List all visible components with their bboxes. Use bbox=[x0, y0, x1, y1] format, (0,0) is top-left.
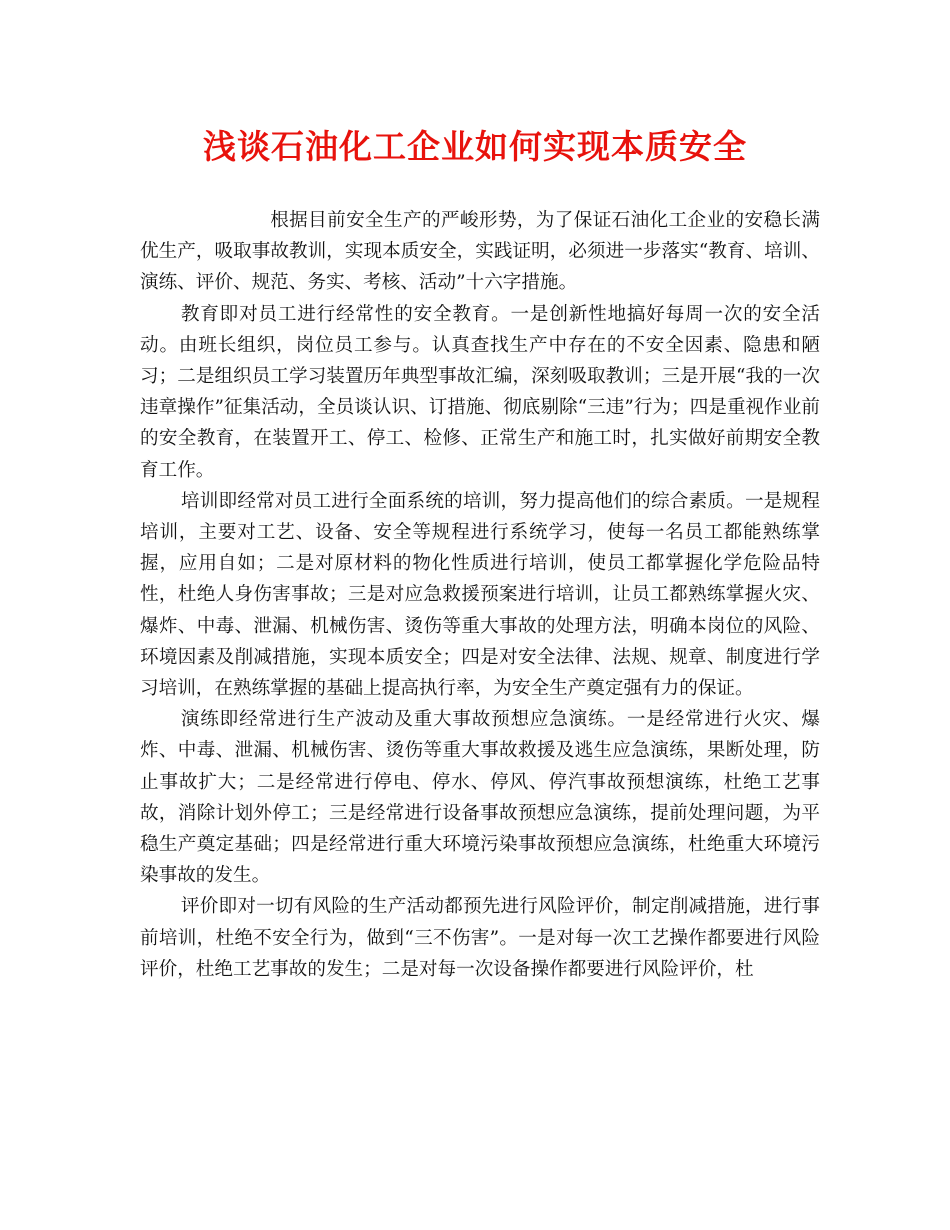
paragraph-drills: 演练即经常进行生产波动及重大事故预想应急演练。一是经常进行火灾、爆炸、中毒、泄漏、机械伤害、烫伤等重大事故救援及逃生应急演练，果断处理，防止事故扩大；二是经常进行停电、停水、停风、停汽事故预想演练，杜绝工艺事故，消除计划外停工；三是经常进行设备事故预想应急演练，提前处理问题，为平稳生产奠定基础；四是经常进行重大环境污染事故预想应急演练，杜绝重大环境污染事故的发生。 bbox=[140, 709, 820, 887]
paragraph-evaluation: 评价即对一切有风险的生产活动都预先进行风险评价，制定削减措施，进行事前培训，杜绝不安全行为，做到“三不伤害”。一是对每一次工艺操作都要进行风险评价，杜绝工艺事故的发生；二是对每一次设备操作都要进行风险评价，杜 bbox=[140, 896, 820, 980]
document-title: 浅谈石油化工企业如何实现本质安全 bbox=[203, 127, 747, 166]
document-body bbox=[140, 205, 820, 985]
paragraph-training: 培训即经常对员工进行全面系统的培训，努力提高他们的综合素质。一是规程培训，主要对工艺、设备、安全等规程进行系统学习，使每一名员工都能熟练掌握，应用自如；二是对原材料的物化性质进行培训，使员工都掌握化学危险品特性，杜绝人身伤害事故；三是对应急救援预案进行培训，让员工都熟练掌握火灾、爆炸、中毒、泄漏、机械伤害、烫伤等重大事故的处理方法，明确本岗位的风险、环境因素及削减措施，实现本质安全；四是对安全法律、法规、规章、制度进行学习培训，在熟练掌握的基础上提高执行率，为安全生产奠定强有力的保证。 bbox=[140, 490, 820, 700]
paragraph-intro: 根据目前安全生产的严峻形势，为了保证石油化工企业的安稳长满优生产，吸取事故教训，实现本质安全，实践证明，必须进一步落实“教育、培训、演练、评价、规范、务实、考核、活动”十六字措施。 bbox=[140, 210, 820, 294]
paragraph-education: 教育即对员工进行经常性的安全教育。一是创新性地搞好每周一次的安全活动。由班长组织，岗位员工参与。认真查找生产中存在的不安全因素、隐患和陋习；二是组织员工学习装置历年典型事故汇编，深刻吸取教训；三是开展“我的一次违章操作”征集活动，全员谈认识、订措施、彻底剔除“三违”行为；四是重视作业前的安全教育，在装置开工、停工、检修、正常生产和施工时，扎实做好前期安全教育工作。 bbox=[140, 303, 820, 481]
